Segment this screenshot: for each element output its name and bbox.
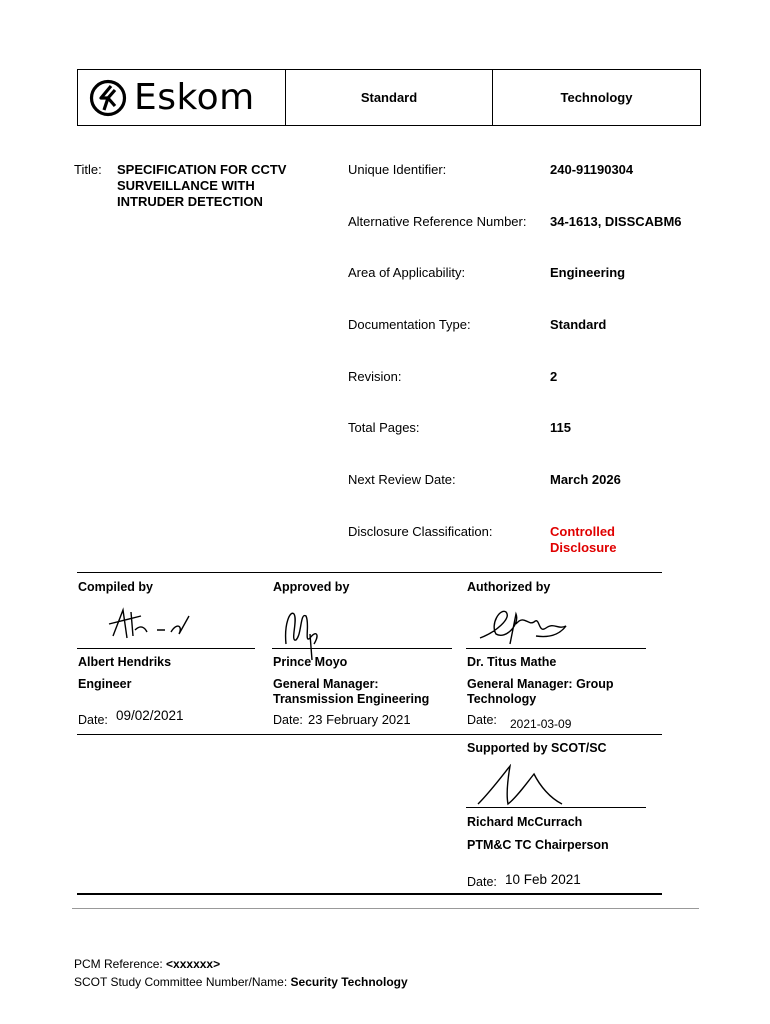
- authorized-date-label: Date:: [467, 713, 497, 727]
- compiled-date-label: Date:: [78, 713, 108, 727]
- header-standard: Standard: [360, 90, 418, 105]
- pcm-reference: [74, 957, 220, 971]
- scot-committee-value: Security Technology: [290, 975, 408, 989]
- pcm-reference-value: <xxxxxx>: [166, 957, 221, 971]
- approved-by-heading: Approved by: [273, 580, 350, 594]
- field-value: 34-1613, DISSCABM6: [550, 214, 682, 229]
- authorized-by-role: General Manager: Group Technology: [467, 677, 614, 706]
- approved-date: 23 February 2021: [308, 712, 411, 727]
- field-label: Area of Applicability:: [348, 265, 466, 280]
- header-technology: Technology: [560, 90, 633, 105]
- field-value: 2: [550, 369, 558, 384]
- field-label: Total Pages:: [348, 420, 420, 435]
- authorized-date: 2021-03-09: [510, 717, 572, 731]
- supported-date-label: Date:: [467, 875, 497, 889]
- field-label: Disclosure Classification:: [348, 524, 493, 539]
- disclosure-classification-value: Controlled Disclosure: [550, 524, 617, 555]
- field-value: Standard: [550, 317, 607, 332]
- logo-wordmark: Eskom: [134, 77, 255, 118]
- compiled-by-name: Albert Hendriks: [78, 655, 172, 669]
- scot-committee: [74, 975, 408, 989]
- field-label: Unique Identifier:: [348, 162, 447, 177]
- supported-by-heading: Supported by SCOT/SC: [467, 741, 607, 755]
- approved-by-name: Prince Moyo: [273, 655, 348, 669]
- scot-committee-label: SCOT Study Committee Number/Name:: [74, 975, 288, 989]
- field-label: Documentation Type:: [348, 317, 471, 332]
- supported-by-name: Richard McCurrach: [467, 815, 583, 829]
- field-value: Engineering: [550, 265, 626, 280]
- supported-by-role: PTM&C TC Chairperson: [467, 838, 609, 852]
- field-value: 115: [550, 420, 571, 435]
- supported-date: 10 Feb 2021: [505, 872, 581, 887]
- document-title: SPECIFICATION FOR CCTV SURVEILLANCE WITH INTRUDER DETECTION: [117, 162, 287, 209]
- compiled-signature: [105, 606, 195, 646]
- field-value: March 2026: [550, 472, 621, 487]
- field-label: Next Review Date:: [348, 472, 456, 487]
- pcm-reference-label: PCM Reference:: [74, 957, 163, 971]
- eskom-logo: [88, 78, 278, 118]
- field-value: 240-91190304: [550, 162, 634, 177]
- field-label: Revision:: [348, 369, 402, 384]
- approved-date-label: Date:: [273, 713, 303, 727]
- eskom-emblem-icon: [88, 78, 128, 118]
- compiled-by-role: Engineer: [78, 677, 132, 691]
- approved-by-role: General Manager: Transmission Engineering: [273, 677, 430, 706]
- compiled-date: 09/02/2021: [116, 708, 184, 723]
- field-label: Alternative Reference Number:: [348, 214, 527, 229]
- supported-signature: [476, 764, 576, 808]
- title-label: Title:: [74, 162, 102, 177]
- authorized-by-name: Dr. Titus Mathe: [467, 655, 557, 669]
- authorized-by-heading: Authorized by: [467, 580, 551, 594]
- authorized-signature: [476, 604, 576, 648]
- compiled-by-heading: Compiled by: [78, 580, 154, 594]
- document-header: [77, 69, 701, 126]
